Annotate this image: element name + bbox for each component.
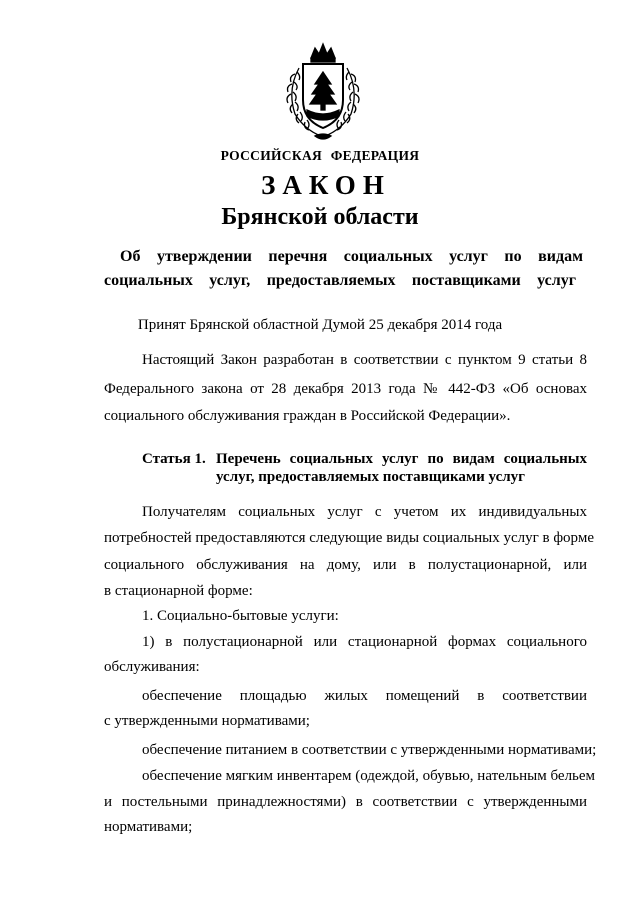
body-line-1: Получателям социальных услуг с учетом их индивидуальных: [142, 504, 587, 520]
body-line-3: социального обслуживания на дому, или в полустационарной, или: [104, 557, 587, 573]
body-line-11: обеспечение мягким инвентарем (одеждой, обувью, нательным бельем: [142, 768, 596, 784]
body-line-10: обеспечение питанием в соответствии с утвержденными нормативами;: [142, 742, 597, 758]
preamble-line-2: Федерального закона от 28 декабря 2013 года № 442-ФЗ «Об основах: [104, 381, 587, 397]
article-label: Статья 1.: [142, 451, 206, 467]
body-line-2: потребностей предоставляются следующие виды социальных услуг в форме: [104, 530, 594, 546]
article-title-line-2: услуг, предоставляемых поставщиками услуг: [216, 469, 525, 485]
body-line-8: обеспечение площадью жилых помещений в соответствии: [142, 688, 587, 704]
body-line-6: 1) в полустационарной или стационарной формах социального: [142, 634, 587, 650]
law-heading: ЗАКОН: [261, 170, 391, 200]
law-title-line-2: социальных услуг, предоставляемых поставщиками услуг: [104, 272, 576, 289]
law-title-line-1: Об утверждении перечня социальных услуг по видам: [120, 248, 583, 265]
body-line-4: в стационарной форме:: [104, 583, 253, 599]
body-line-9: с утвержденными нормативами;: [104, 713, 310, 729]
coat-of-arms-icon: [275, 38, 371, 142]
body-line-12: и постельными принадлежностями) в соответствии с утвержденными: [104, 794, 587, 810]
preamble-line-3: социального обслуживания граждан в Российской Федерации».: [104, 408, 511, 424]
list-heading-1: 1. Социально-бытовые услуги:: [142, 608, 339, 624]
adoption-note: Принят Брянской областной Думой 25 декабря 2014 года: [137, 317, 503, 333]
body-line-13: нормативами;: [104, 819, 193, 835]
region-heading: Брянской области: [221, 204, 419, 230]
body-line-7: обслуживания:: [104, 659, 200, 675]
preamble-line-1: Настоящий Закон разработан в соответствии с пунктом 9 статьи 8: [142, 352, 587, 368]
country-heading: РОССИЙСКАЯ ФЕДЕРАЦИЯ: [220, 148, 420, 163]
article-title-line-1: Перечень социальных услуг по видам социальных: [216, 451, 587, 467]
